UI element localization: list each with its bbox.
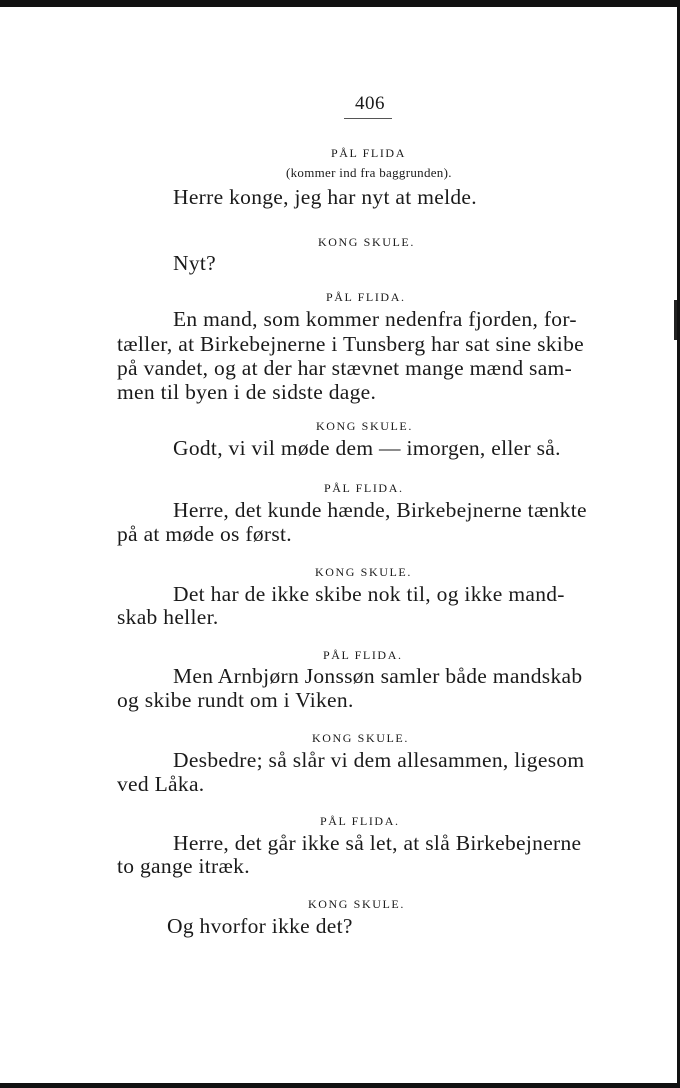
speaker-name: KONG SKULE. — [312, 731, 409, 745]
dialogue-line: to gange itræk. — [117, 854, 250, 878]
speaker-name: PÅL FLIDA. — [323, 648, 403, 662]
dialogue-line: Herre, det går ikke så let, at slå Birkebejnerne — [173, 831, 582, 855]
dialogue-line: skab heller. — [117, 605, 219, 629]
dialogue-line: men til byen i de sidste dage. — [117, 380, 377, 404]
stage-direction: (kommer ind fra baggrunden). — [286, 165, 452, 180]
dialogue-line: En mand, som kommer nedenfra fjorden, for- — [173, 307, 577, 331]
dialogue-line: på at møde os først. — [117, 522, 292, 546]
dialogue-line: Det har de ikke skibe nok til, og ikke mand- — [173, 582, 565, 606]
speaker-name: PÅL FLIDA. — [324, 481, 404, 495]
speaker-name: PÅL FLIDA. — [326, 290, 406, 304]
speaker-name: KONG SKULE. — [316, 419, 413, 433]
scan-edge-mark — [674, 300, 677, 340]
dialogue-line: tæller, at Birkebejnerne i Tunsberg har sat sine skibe — [117, 332, 584, 356]
scan-border-top — [0, 0, 680, 7]
page-number-rule — [344, 118, 392, 119]
speaker-name: KONG SKULE. — [308, 897, 405, 911]
dialogue-line: Herre konge, jeg har nyt at melde. — [173, 185, 477, 209]
dialogue-line: Herre, det kunde hænde, Birkebejnerne tænkte — [173, 498, 587, 522]
dialogue-line: ved Låka. — [117, 772, 205, 796]
speaker-name: KONG SKULE. — [318, 235, 415, 249]
dialogue-line: på vandet, og at der har stævnet mange mænd sam- — [117, 356, 573, 380]
speaker-name: PÅL FLIDA — [331, 146, 406, 160]
dialogue-line: Desbedre; så slår vi dem allesammen, ligesom — [173, 748, 585, 772]
scan-border-bottom — [0, 1083, 680, 1088]
speaker-name: PÅL FLIDA. — [320, 814, 400, 828]
page-number: 406 — [355, 93, 385, 114]
dialogue-line: Nyt? — [173, 251, 216, 275]
dialogue-line: Og hvorfor ikke det? — [167, 914, 353, 938]
dialogue-line: Men Arnbjørn Jonssøn samler både mandskab — [173, 664, 583, 688]
dialogue-line: Godt, vi vil møde dem — imorgen, eller så. — [173, 436, 561, 460]
speaker-name: KONG SKULE. — [315, 565, 412, 579]
dialogue-line: og skibe rundt om i Viken. — [117, 688, 354, 712]
